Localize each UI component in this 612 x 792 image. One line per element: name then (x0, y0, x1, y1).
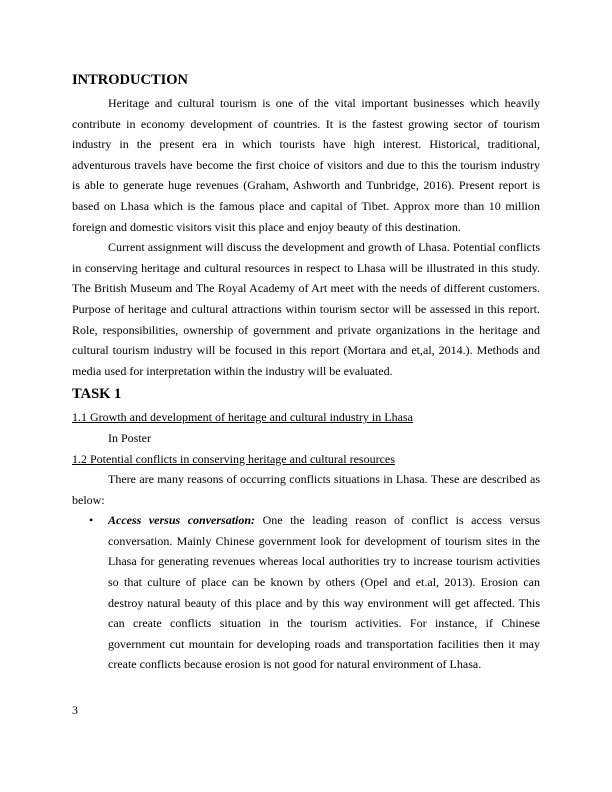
list-item (72, 510, 540, 675)
bullet-title: Access versus conversation: (108, 513, 256, 528)
introduction-paragraph-2: Current assignment will discuss the development and growth of Lhasa. Potential conflicts in conserving heritage and cultural resources in respect to Lhasa will be illustrated in this study. The British Museum and The Royal Academy of Art meet with the needs of different customers. Purpose of heritage and cultural attractions within tourism sector will be assessed in this report. Role, responsibilities, ownership of government and private organizations in the heritage and cultural tourism industry will be focused in this report (Mortara and et,al, 2014.). Methods and media used for interpretation within the industry will be evaluated. (72, 240, 540, 378)
task1-heading: TASK 1 (72, 386, 122, 403)
subheading-1-2: 1.2 Potential conflicts in conserving heritage and cultural resources (72, 451, 395, 466)
document-page (72, 70, 540, 675)
poster-note: In Poster (108, 430, 151, 445)
page-number: 3 (72, 703, 78, 717)
introduction-heading: INTRODUCTION (72, 72, 189, 88)
conflicts-intro-paragraph: There are many reasons of occurring conflicts situations in Lhasa. These are described as below: (72, 472, 540, 507)
subheading-1-1: 1.1 Growth and development of heritage and cultural industry in Lhasa (72, 410, 413, 425)
bullet-icon: • (89, 513, 94, 528)
bullet-text: One the leading reason of conflict is access versus conversation. Mainly Chinese government look for development of tourism sites in the Lhasa for generating revenues whereas local authorities try to increase tourism activities so that culture of place can be known by others (Opel and et.al, 2013). Erosion can destroy natural beauty of this place and by this way environment will get affected. This can create conflicts situation in the tourism activities. For instance, if Chinese government cut mountain for developing roads and transportation facilities then it may create conflicts because erosion is not good for natural environment of Lhasa. (108, 513, 540, 672)
conflicts-list (72, 510, 540, 675)
introduction-paragraph-1: Heritage and cultural tourism is one of the vital important businesses which heavily contribute in economy development of countries. It is the fastest growing sector of tourism industry in the present era in which tourists have high interest. Historical, traditional, adventurous travels have become the first choice of visitors and due to this the tourism industry is able to generate huge revenues (Graham, Ashworth and Tunbridge, 2016). Present report is based on Lhasa which is the famous place and capital of Tibet. Approx more than 10 million foreign and domestic visitors visit this place and enjoy beauty of this destination. (72, 96, 540, 234)
